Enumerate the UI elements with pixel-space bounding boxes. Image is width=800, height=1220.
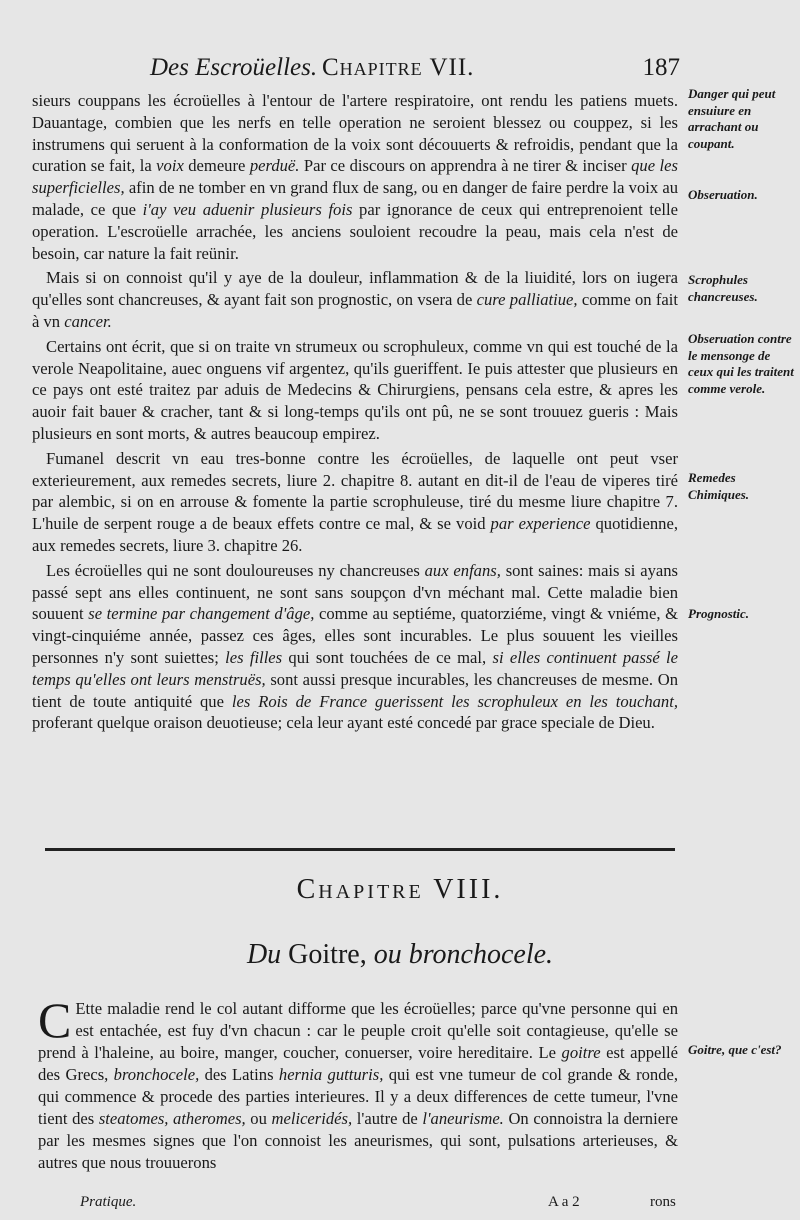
margin-note-goitre: Goitre, que c'est?	[688, 1042, 782, 1057]
running-title: Des Escroüelles.	[150, 54, 318, 81]
section-rule	[45, 848, 675, 851]
section-heading: Du Goitre, ou bronchocele.	[246, 939, 554, 970]
paragraph: C Ette maladie rend le col autant difforme que les écroüelles; parce qu'vne personne qui en est entachée, est fuy d'vn chacun : car le peuple croit qu'elle soit contagieuse, qu'elle se prend à l'haleine, au boire, manger, coucher, conuerser, voire hereditaire. Le goitre est appellé des Grecs, bronchocele, des Latins hernia gutturis, qui est vne tumeur de col grande & ronde, qui commence & procede des parties interieures. Il y a deux differences de cette tumeur, l'vne tient des steatomes, atheromes, ou meliceridés, l'autre de l'aneurisme. On connoistra la derniere par les mesmes signes que l'on connoist les aneurismes, qui sont, pulsations arterieuses, & autres que nous trouuerons	[38, 992, 679, 1172]
paragraph: Mais si on connoist qu'il y aye de la douleur, inflammation & de la liuidité, lors on iugera qu'elles sont chancreuses, & ayant fait son prognostic, on vsera de cure palliatiue, comme on fait à vn cancer.	[32, 268, 678, 331]
chapter-7-text	[32, 90, 678, 737]
margin-note-observation-verole: Obseruation contre le mensonge de ceux qui les traitent comme verole.	[688, 331, 794, 396]
catchword-left: Pratique.	[80, 1194, 137, 1210]
margin-note-danger: Danger qui peut ensuiure en arrachant ou coupant.	[688, 86, 776, 151]
catchword-right: rons	[650, 1194, 676, 1210]
paragraph: Les écroüelles qui ne sont douloureuses ny chancreuses aux enfans, sont saines: mais si ayans passé sept ans elles continuent, ne sont sans soupçon d'vn méchant mal. Cette maladie bien souuent se termine par changement d'âge, comme au septiéme, quatorziéme, vingt & vniéme, & vingt-cinquiéme année, passez ces âges, elles sont incurables. Le plus souuent les vieilles personnes n'y sont suiettes; les filles qui sont touchées de ce mal, si elles continuent passé le temps qu'elles ont leurs menstruës, sont aussi presque incurables, les chancreuses de mesme. On tient de toute antiquité que les Rois de France guerissent les scrophuleux en les touchant, proferant quelque oraison deuotieuse; cela leur ayant esté concedé par grace speciale de Dieu.	[32, 560, 678, 733]
paragraph: sieurs couppans les écroüelles à l'entour de l'artere respiratoire, ont rendu les patiens muets. Dauantage, combien que les nerfs en telle operation ne seroient blessez ou couppez, si les instrumens qui seruent à la conformation de la voix sont découuerts & refroidis, pendant que la curation se fait, la voix demeure perduë. Par ce discours on apprendra à ne tirer & inciser que les superficielles, afin de ne tomber en vn grand flux de sang, ou en danger de faire perdre la voix au malade, ce que i'ay veu aduenir plusieurs fois par ignorance de ceux qui entreprenoient telle operation. L'escroüelle arrachée, les anciens souloient recoudre la peau, mais cela n'est de besoin, car nature la fait reünir.	[32, 91, 678, 263]
margin-note-prognostic: Prognostic.	[688, 606, 750, 621]
paragraph: Certains ont écrit, que si on traite vn strumeux ou scrophuleux, comme vn qui est touché de la verole Neapolitaine, auec onguens vif argentez, qu'ils gueriffent. Ie puis attester que plusieurs en ce pays ont esté traitez par aduis de Medecins & Chirurgiens, pensans cela estre, & apres les auoir fait bauer & cracher, tant & si long-temps qu'ils ont pû, ne se sont trouuez gueris : Mais plusieurs en sont morts, & autres beaucoup empirez.	[32, 336, 678, 443]
margin-note-scrophules: Scrophules chancreuses.	[688, 272, 758, 304]
page-number: 187	[642, 54, 680, 81]
page-footer	[0, 1190, 800, 1214]
chapter-heading: Chapitre VIII.	[296, 874, 504, 905]
signature-mark: A a 2	[548, 1194, 580, 1210]
running-head	[150, 50, 680, 86]
margin-note-observation: Obseruation.	[688, 187, 758, 202]
drop-capital: C	[38, 992, 72, 1048]
margin-note-remedes: Remedes Chimiques.	[688, 470, 750, 502]
running-chapter: Chapitre VII.	[322, 54, 475, 81]
paragraph: Fumanel descrit vn eau tres-bonne contre les écroüelles, de laquelle ont peut vser exterieurement, aux remedes secrets, liure 2. chapitre 8. autant en dit-il de l'eau de viperes tiré par alembic, si on en arrouse & fomente la partie scrophuleuse, tiré du mesme liure chapitre 7. L'huile de serpent rouge a de beaux effets contre ce mal, & se void par experience quotidienne, aux remedes secrets, liure 3. chapitre 26.	[32, 448, 678, 555]
chapter-8-text	[38, 992, 679, 1174]
